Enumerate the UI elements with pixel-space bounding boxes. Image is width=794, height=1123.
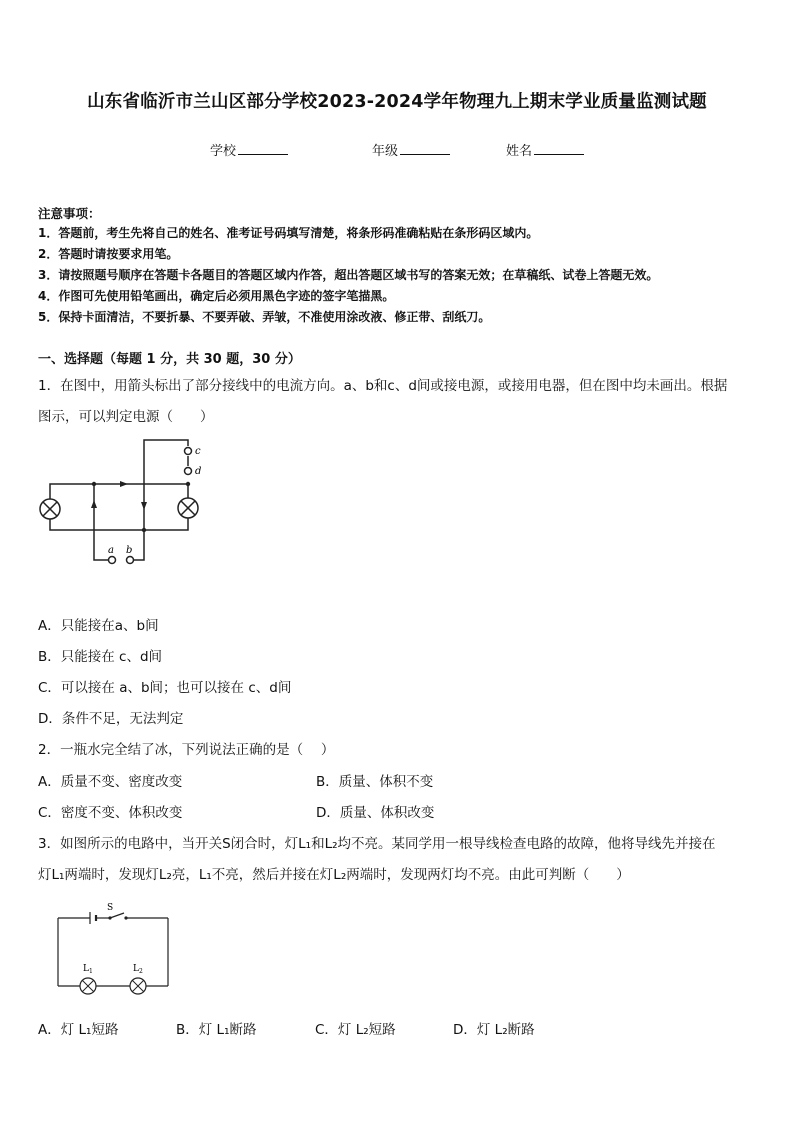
- q1-option-c[interactable]: C．可以接在 a、b间；也可以接在 c、d间: [38, 680, 292, 696]
- lamp-l1-icon: [80, 978, 96, 994]
- label-l1: $L_1$: [83, 964, 93, 975]
- grade-label: 年级: [372, 144, 399, 159]
- page-title: 山东省临沂市兰山区部分学校2023-2024学年物理九上期末学业质量监测试题: [87, 92, 707, 112]
- q1-option-b[interactable]: B．只能接在 c、d间: [38, 649, 163, 665]
- notice-item: 1．答题前，考生先将自己的姓名、准考证号码填写清楚，将条形码准确粘贴在条形码区域内。: [38, 226, 539, 240]
- q1-circuit-diagram: [30, 432, 220, 572]
- current-arrow-icon: [141, 502, 147, 510]
- notice-heading: 注意事项：: [38, 206, 101, 221]
- name-label: 姓名: [506, 144, 533, 159]
- switch-icon: [108, 913, 127, 920]
- q1-stem-line2: 图示，可以判定电源（ ）: [38, 409, 214, 425]
- q1-stem-line1: 1．在图中，用箭头标出了部分接线中的电流方向。a、b和c、d间或接电源，或接用电器，但在图中均未画出。根据: [38, 378, 728, 394]
- notice-item: 5．保持卡面清洁，不要折暴、不要弄破、弄皱，不准使用涂改液、修正带、刮纸刀。: [38, 310, 491, 324]
- terminal-d: [185, 468, 192, 475]
- q2-option-c[interactable]: C．密度不变、体积改变: [38, 805, 183, 821]
- q3-option-d[interactable]: D．灯 L₂断路: [453, 1022, 535, 1038]
- right-lamp-icon: [178, 498, 198, 518]
- label-l2: $L_2$: [133, 964, 143, 975]
- left-lamp-icon: [40, 499, 60, 519]
- notice-item: 4．作图可先使用铅笔画出，确定后必须用黑色字迹的签字笔描黑。: [38, 289, 395, 303]
- label-a: a: [108, 545, 114, 556]
- q3-circuit-diagram: [50, 900, 180, 1000]
- q1-option-d[interactable]: D．条件不足，无法判定: [38, 711, 184, 727]
- q1-option-a[interactable]: A．只能接在a、b间: [38, 618, 159, 634]
- school-field: [210, 140, 288, 159]
- terminal-c: [185, 448, 192, 455]
- notice-item: 2．答题时请按要求用笔。: [38, 247, 179, 261]
- name-blank: [534, 142, 584, 155]
- q2-option-a[interactable]: A．质量不变、密度改变: [38, 774, 183, 790]
- grade-blank: [400, 142, 450, 155]
- q3-stem-line2: 灯L₁两端时，发现灯L₂亮，L₁不亮，然后并接在灯L₂两端时，发现两灯均不亮。由此可判断（ ）: [38, 867, 630, 883]
- current-arrow-icon: [91, 500, 97, 508]
- grade-field: [372, 140, 450, 159]
- q2-option-b[interactable]: B．质量、体积不变: [316, 774, 434, 790]
- q3-option-b[interactable]: B．灯 L₁断路: [176, 1022, 257, 1038]
- lamp-l2-icon: [130, 978, 146, 994]
- section-heading: 一、选择题（每题 1 分，共 30 题，30 分）: [38, 352, 301, 367]
- q3-option-c[interactable]: C．灯 L₂短路: [315, 1022, 396, 1038]
- school-blank: [238, 142, 288, 155]
- battery-icon: [90, 912, 96, 924]
- name-field: [506, 140, 584, 159]
- label-c: c: [195, 446, 201, 457]
- q3-stem-line1: 3．如图所示的电路中，当开关S闭合时，灯L₁和L₂均不亮。某同学用一根导线检查电路的故障，他将导线先并接在: [38, 836, 716, 852]
- notice-item: 3．请按照题号顺序在答题卡各题目的答题区域内作答，超出答题区域书写的答案无效；在草稿纸、试卷上答题无效。: [38, 268, 659, 282]
- label-b: b: [126, 545, 133, 556]
- q3-option-a[interactable]: A．灯 L₁短路: [38, 1022, 119, 1038]
- school-label: 学校: [210, 144, 237, 159]
- label-d: d: [195, 466, 202, 477]
- terminal-b: [127, 557, 134, 564]
- label-s: S: [107, 903, 114, 913]
- q2-stem: 2．一瓶水完全结了冰，下列说法正确的是（ ）: [38, 742, 335, 758]
- current-arrow-icon: [120, 481, 128, 487]
- terminal-a: [109, 557, 116, 564]
- q2-option-d[interactable]: D．质量、体积改变: [316, 805, 435, 821]
